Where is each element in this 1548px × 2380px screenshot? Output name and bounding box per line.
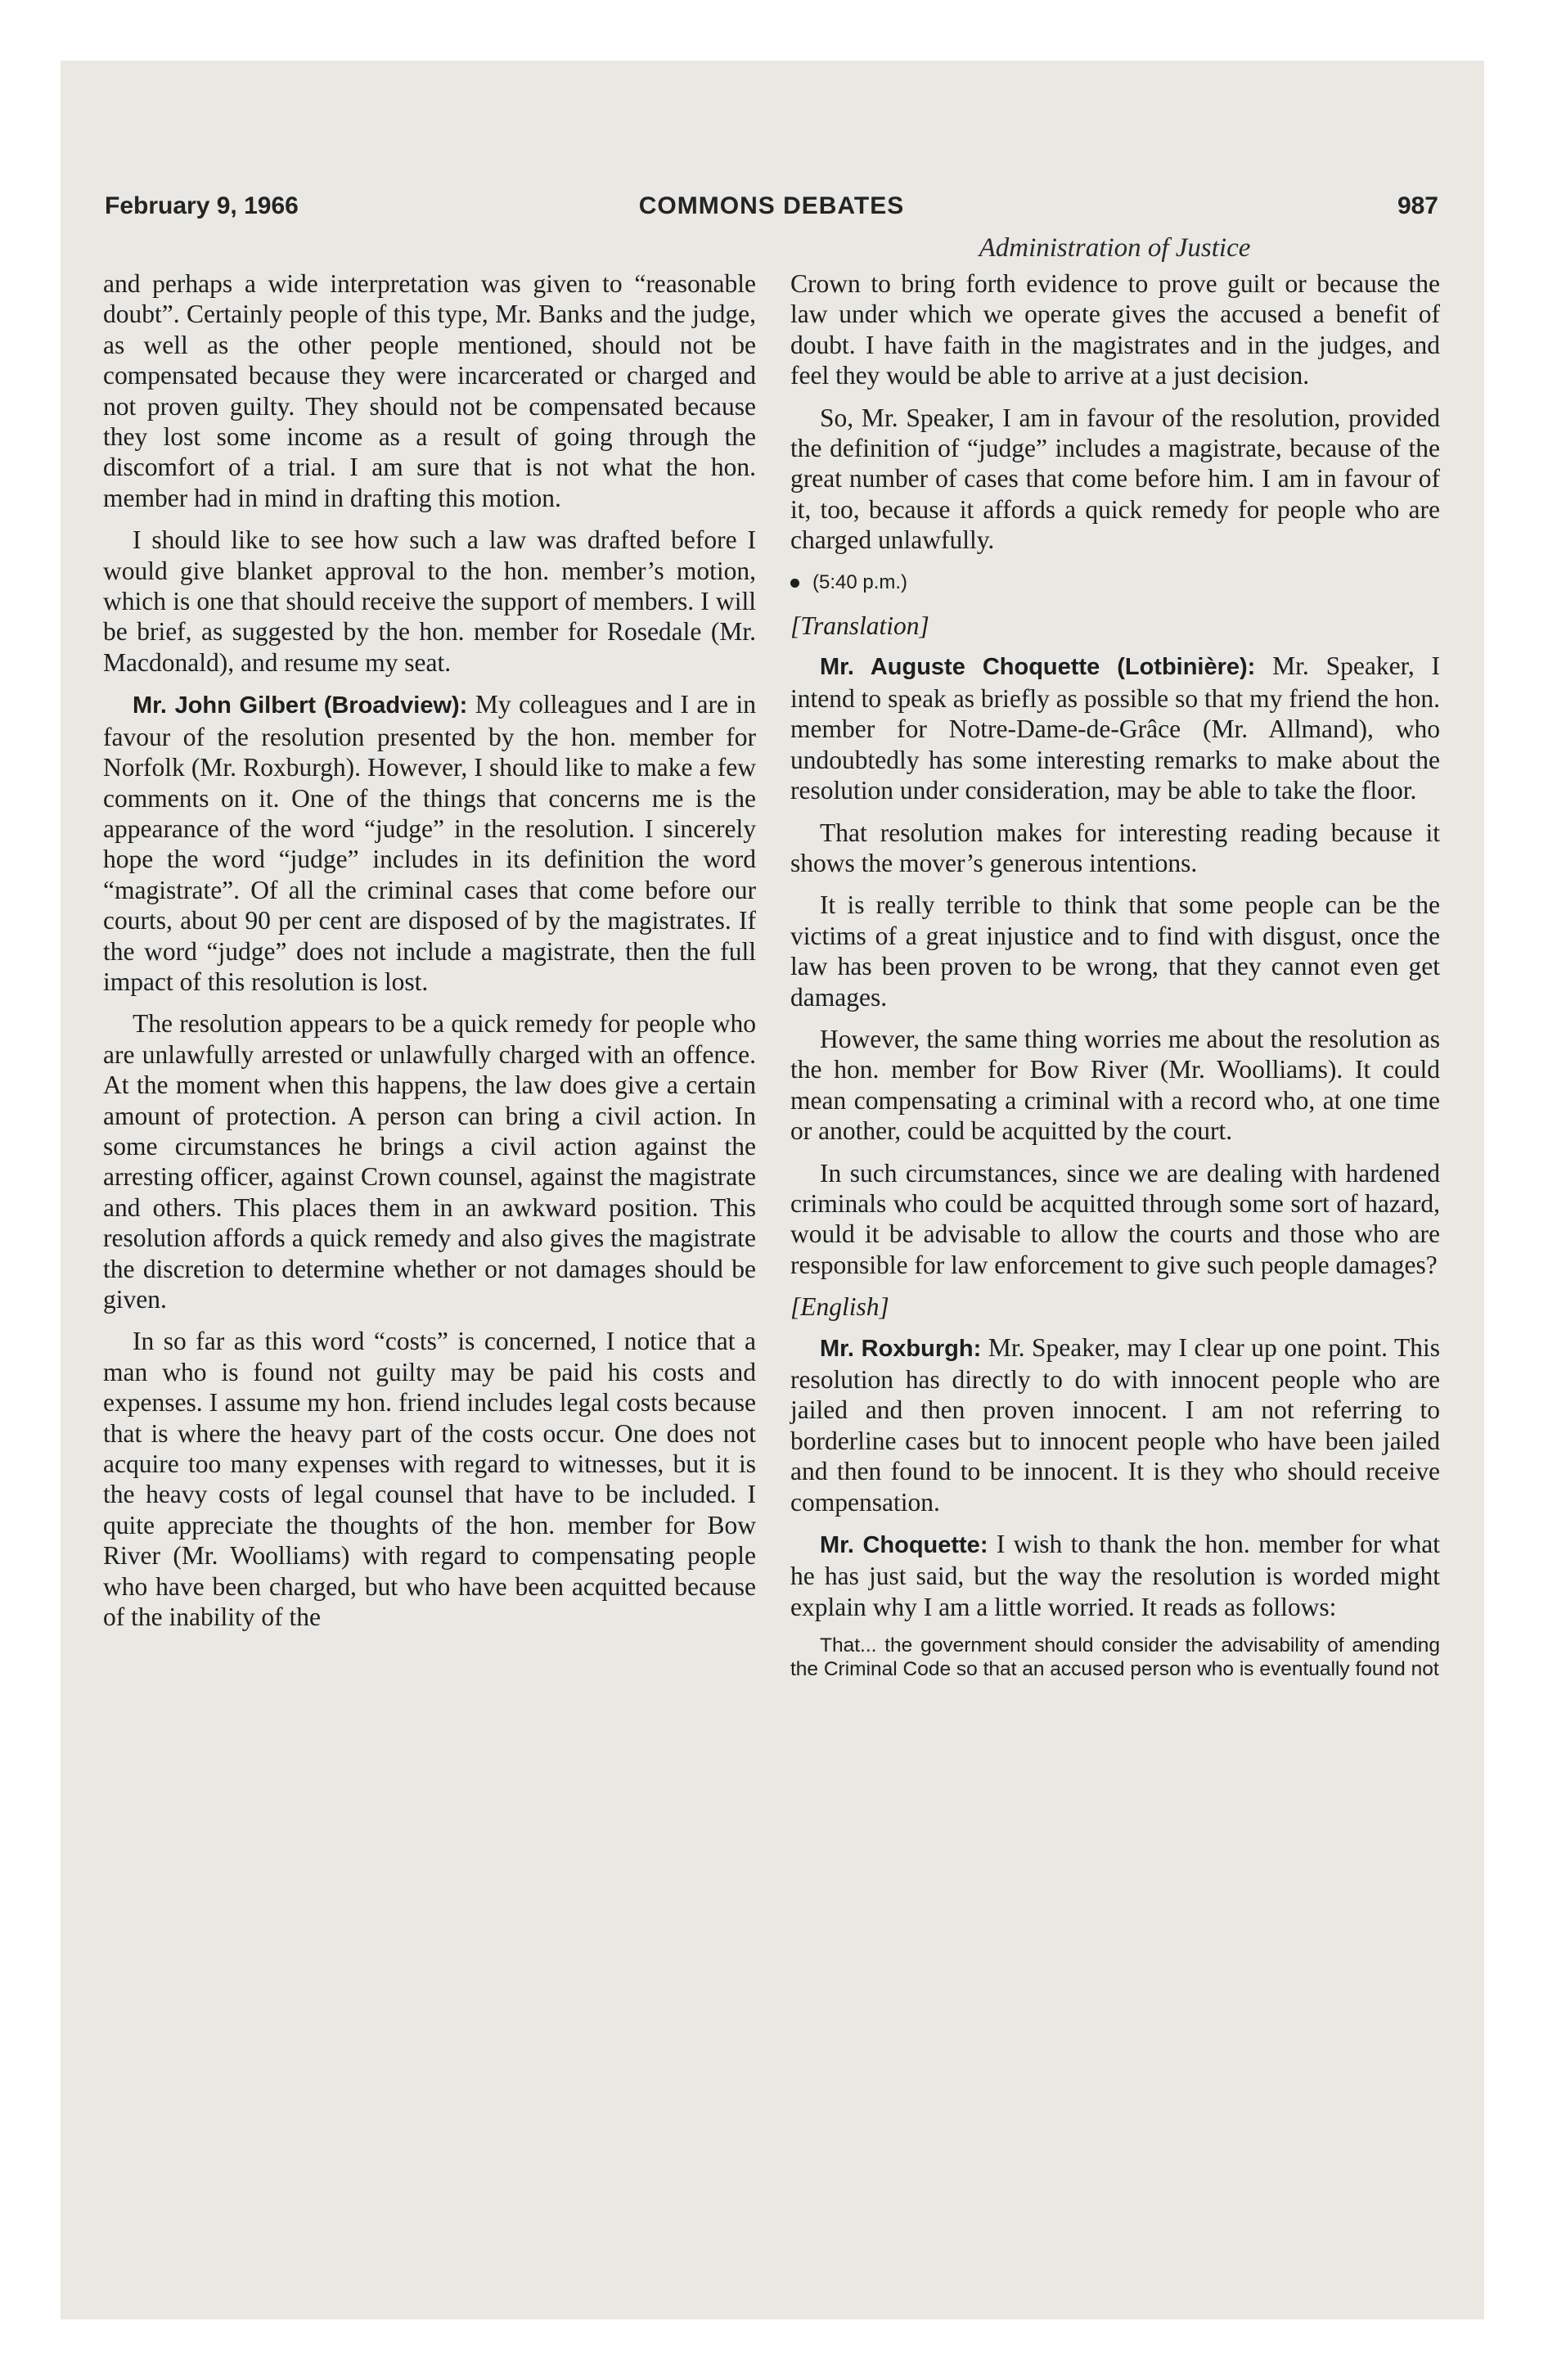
paragraph [790,1332,1440,1517]
paragraph [790,651,1440,805]
paragraph: So, Mr. Speaker, I am in favour of the resolution, provided the definition of “judge” includes a magistrate, because of the great number of cases that come before him. I am in favour of it, too, because it affords a quick remedy for people who are charged unlawfully. [790,403,1440,555]
timestamp-text: (5:40 p.m.) [812,570,908,593]
header-title: COMMONS DEBATES [638,192,905,219]
speaker-name: Mr. Roxburgh: [820,1335,982,1362]
paragraph: I should like to see how such a law was drafted before I would give blanket approval to the hon. member’s motion, which is one that should receive the support of members. I will be brief, as suggested by the hon. member for Rosedale (Mr. Macdonald), and resume my seat. [103,525,756,677]
right-column [790,268,1440,1681]
speaker-name: Mr. Choquette: [820,1532,988,1559]
section-topic: Administration of Justice [979,233,1251,263]
paragraph: It is really terrible to think that some people can be the victims of a great injustice and to find with disgust, once the law has been proven to be wrong, that they cannot even get damages. [790,890,1440,1012]
paragraph [790,1529,1440,1622]
speech-text: Mr. Speaker, I intend to speak as briefly as possible so that my friend the hon. member for Notre-Dame-de-Grâce (Mr. Allmand), who undoubtedly has some interesting remarks to make about the resolution under consideration, may be able to take the floor. [790,651,1440,805]
translation-tag: [Translation] [790,611,929,641]
paragraph: The resolution appears to be a quick remedy for people who are unlawfully arrested or unlawfully charged with an offence. At the moment when this happens, the law does give a certain amount of protection. A person can bring a civil action. In some circumstances he brings a civil action against the arresting officer, against Crown counsel, against the magistrate and others. This places them in an awkward position. This resolution affords a quick remedy and also gives the magistrate the discretion to determine whether or not damages should be given. [103,1009,756,1314]
timestamp [790,567,1440,597]
speech-text: Mr. Speaker, may I clear up one point. This resolution has directly to do with innocent people who are jailed and then proven innocent. I am not referring to borderline cases but to innocent people who have been jailed and then found to be innocent. It is they who should receive compensation. [790,1332,1441,1517]
paragraph: In so far as this word “costs” is concerned, I notice that a man who is found not guilty may be paid his costs and expenses. I assume my hon. friend includes legal costs because that is where the heavy part of the costs occur. One does not acquire too many expenses with regard to witnesses, but it is the heavy costs of legal counsel that have to be included. I quite appreciate the thoughts of the hon. member for Bow River (Mr. Woolliams) with regard to compensating people who have been charged, but who have been acquitted because of the inability of the [103,1327,756,1632]
quoted-resolution: That... the government should consider the advisability of amending the Criminal Code so that an accused person who is eventually found not [790,1634,1440,1681]
english-tag: [English] [790,1292,889,1322]
speech-text: My colleagues and I are in favour of the resolution presented by the hon. member for Norfolk (Mr. Roxburgh). However, I should like to make a few comments on it. One of the things that concerns me is the appearance of the word “judge” in the resolution. I sincerely hope the word “judge” includes in its definition the word “magistrate”. Of all the criminal cases that come before our courts, about 90 per cent are disposed of by the magistrates. If the word “judge” does not include a magistrate, then the full impact of this resolution is lost. [103,690,756,996]
paragraph: However, the same thing worries me about the resolution as the hon. member for Bow River (Mr. Woolliams). It could mean compensating a criminal with a record who, at one time or another, could be acquitted by the court. [790,1024,1440,1146]
page-number: 987 [1397,192,1438,219]
speaker-name: Mr. Auguste Choquette (Lotbinière): [820,654,1256,681]
paragraph: In such circumstances, since we are dealing with hardened criminals who could be acquitted through some sort of hazard, would it be advisable to allow the courts and those who are responsible for law enforcement to give such people damages? [790,1158,1440,1279]
paragraph: and perhaps a wide interpretation was given to “reasonable doubt”. Certainly people of this type, Mr. Banks and the judge, as well as the other people mentioned, should not be compensated because they were incarcerated or charged and not proven guilty. They should not be compensated because they lost some income as a result of going through the discomfort of a trial. I am sure that is not what the hon. member had in mind in drafting this motion. [103,269,756,512]
speech-text: I wish to thank the hon. member for what he has just said, but the way the resolution is worded might explain why I am a little worried. It reads as follows: [790,1530,1441,1621]
page-header [105,192,1438,233]
paragraph: That resolution makes for interesting reading because it shows the mover’s generous intentions. [790,818,1440,877]
paragraph: Crown to bring forth evidence to prove guilt or because the law under which we operate gives the accused a benefit of doubt. I have faith in the magistrates and in the judges, and feel they would be able to arrive at a just decision. [790,269,1440,390]
bullet-icon [790,579,799,588]
left-column [103,268,756,1643]
header-date: February 9, 1966 [105,192,299,219]
paragraph [103,689,756,997]
speaker-name: Mr. John Gilbert (Broadview): [133,692,468,719]
